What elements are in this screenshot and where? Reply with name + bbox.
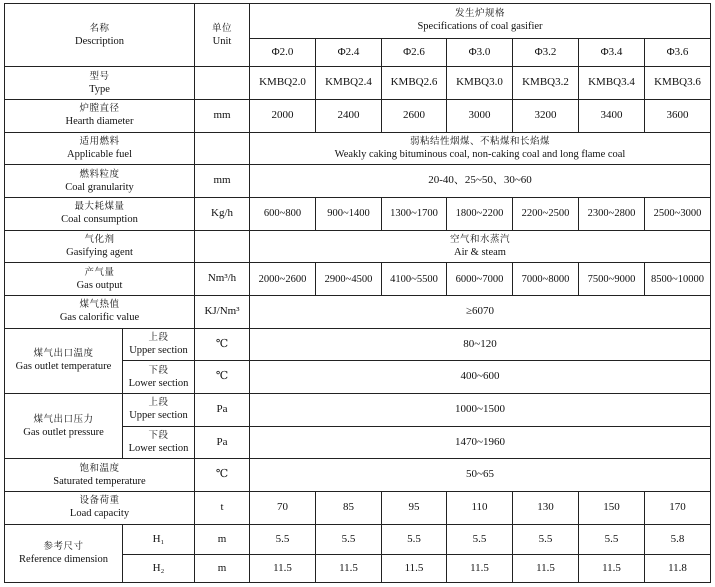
temp-upper-label	[123, 328, 195, 361]
granularity-label-en: Coal granularity	[65, 181, 134, 193]
type-unit	[195, 67, 250, 100]
dimension-h1-value: 5.5	[250, 524, 316, 555]
fuel-label-en: Applicable fuel	[66, 148, 132, 160]
calorific-unit: KJ/Nm³	[195, 296, 250, 329]
output-value: 4100~5500	[382, 263, 447, 296]
dimension-label	[5, 524, 123, 582]
dimension-h1-value: 5.5	[382, 524, 447, 555]
hearth-value: 2400	[316, 99, 382, 132]
diameter-cell: Φ3.4	[579, 38, 645, 67]
load-value: 70	[250, 492, 316, 525]
type-value: KMBQ3.0	[447, 67, 513, 100]
type-label-en: Type	[89, 83, 110, 95]
consumption-unit: Kg/h	[195, 197, 250, 230]
temp-upper-label-en: Upper section	[129, 344, 188, 356]
saturated-label	[5, 459, 195, 492]
unit-header	[195, 4, 250, 67]
description-header-zh: 名称	[89, 22, 110, 34]
hearth-label-zh: 炉膛直径	[79, 103, 120, 115]
output-value: 6000~7000	[447, 263, 513, 296]
dimension-h2-value: 11.5	[316, 555, 382, 583]
fuel-row	[5, 132, 711, 165]
specifications-header-zh: 发生炉规格	[454, 8, 505, 20]
saturated-value: 50~65	[250, 459, 711, 492]
pressure-lower-label-zh: 下段	[148, 430, 169, 442]
pressure-upper-row	[5, 394, 711, 427]
temp-upper-row	[5, 328, 711, 361]
calorific-label	[5, 296, 195, 329]
hearth-value: 2600	[382, 99, 447, 132]
hearth-row	[5, 99, 711, 132]
pressure-label-en: Gas outlet pressure	[23, 426, 104, 438]
fuel-unit	[195, 132, 250, 165]
dimension-h2-value: 11.5	[513, 555, 579, 583]
saturated-label-en: Saturated temperature	[53, 475, 146, 487]
type-value: KMBQ2.4	[316, 67, 382, 100]
output-value: 8500~10000	[645, 263, 711, 296]
hearth-value: 3200	[513, 99, 579, 132]
output-label	[5, 263, 195, 296]
calorific-value: ≥6070	[250, 296, 711, 329]
consumption-row	[5, 197, 711, 230]
pressure-lower-label	[123, 426, 195, 459]
saturated-row	[5, 459, 711, 492]
dimension-label-en: Reference dimension	[19, 553, 108, 565]
pressure-label-zh: 煤气出口压力	[33, 413, 94, 425]
temp-label	[5, 328, 123, 393]
temp-upper-label-zh: 上段	[148, 332, 169, 343]
pressure-upper-label	[123, 394, 195, 427]
pressure-label	[5, 394, 123, 459]
consumption-label	[5, 197, 195, 230]
temp-lower-label	[123, 361, 195, 394]
consumption-value: 600~800	[250, 197, 316, 230]
output-value: 2000~2600	[250, 263, 316, 296]
type-value: KMBQ2.0	[250, 67, 316, 100]
diameter-cell: Φ3.6	[645, 38, 711, 67]
load-value: 95	[382, 492, 447, 525]
dimension-h1-value: 5.5	[513, 524, 579, 555]
type-value: KMBQ3.4	[579, 67, 645, 100]
dimension-h2-label: H₂	[123, 555, 195, 583]
output-value: 2900~4500	[316, 263, 382, 296]
pressure-upper-label-zh: 上段	[148, 397, 169, 409]
dimension-h2-unit: m	[195, 555, 250, 583]
dimension-h2-value: 11.5	[579, 555, 645, 583]
dimension-h1-value: 5.5	[316, 524, 382, 555]
granularity-value: 20-40、25~50、30~60	[250, 165, 711, 198]
pressure-upper-unit: Pa	[195, 394, 250, 427]
calorific-label-en: Gas calorific value	[59, 312, 140, 324]
temp-lower-label-en: Lower section	[128, 377, 189, 389]
temp-label-en: Gas outlet temperature	[15, 361, 112, 373]
header-row	[5, 4, 711, 39]
consumption-value: 2500~3000	[645, 197, 711, 230]
dimension-h1-unit: m	[195, 524, 250, 555]
dimension-h2-value: 11.8	[645, 555, 711, 583]
load-label-en: Load capacity	[69, 508, 130, 520]
temp-upper-unit: ℃	[195, 328, 250, 361]
unit-header-en: Unit	[212, 35, 232, 47]
temp-lower-value: 400~600	[250, 361, 711, 394]
dimension-h1-value: 5.5	[579, 524, 645, 555]
load-label-zh: 设备荷重	[79, 495, 120, 507]
saturated-unit: ℃	[195, 459, 250, 492]
type-value: KMBQ2.6	[382, 67, 447, 100]
dimension-h2-value: 11.5	[250, 555, 316, 583]
load-row	[5, 492, 711, 525]
hearth-value: 2000	[250, 99, 316, 132]
hearth-value: 3000	[447, 99, 513, 132]
type-value: KMBQ3.6	[645, 67, 711, 100]
calorific-row	[5, 296, 711, 329]
load-label	[5, 492, 195, 525]
fuel-label-zh: 适用燃料	[79, 135, 120, 147]
saturated-label-zh: 饱和温度	[79, 462, 120, 474]
consumption-value: 900~1400	[316, 197, 382, 230]
agent-row	[5, 230, 711, 263]
load-value: 150	[579, 492, 645, 525]
dimension-h1-value: 5.8	[645, 524, 711, 555]
temp-label-zh: 煤气出口温度	[33, 348, 94, 360]
hearth-unit: mm	[195, 99, 250, 132]
agent-unit	[195, 230, 250, 263]
hearth-value: 3400	[579, 99, 645, 132]
temp-lower-unit: ℃	[195, 361, 250, 394]
hearth-label	[5, 99, 195, 132]
temp-upper-value: 80~120	[250, 328, 711, 361]
pressure-upper-value: 1000~1500	[250, 394, 711, 427]
consumption-label-en: Coal consumption	[61, 214, 138, 226]
agent-label-en: Gasifying agent	[66, 246, 133, 258]
consumption-value: 2300~2800	[579, 197, 645, 230]
consumption-label-zh: 最大耗煤量	[74, 201, 125, 213]
output-unit: Nm³/h	[195, 263, 250, 296]
granularity-label-zh: 燃料粒度	[79, 168, 120, 180]
pressure-upper-label-en: Upper section	[129, 410, 188, 422]
pressure-lower-label-en: Lower section	[128, 442, 189, 454]
output-row	[5, 263, 711, 296]
load-value: 110	[447, 492, 513, 525]
output-label-en: Gas output	[76, 279, 123, 291]
description-header-en: Description	[75, 35, 124, 47]
dimension-h2-value: 11.5	[447, 555, 513, 583]
consumption-value: 1300~1700	[382, 197, 447, 230]
diameter-cell: Φ2.4	[316, 38, 382, 67]
diameter-cell: Φ2.0	[250, 38, 316, 67]
unit-header-zh: 单位	[211, 22, 232, 34]
consumption-value: 2200~2500	[513, 197, 579, 230]
load-value: 170	[645, 492, 711, 525]
output-label-zh: 产气量	[84, 266, 115, 278]
diameter-cell: Φ2.6	[382, 38, 447, 67]
diameter-cell: Φ3.2	[513, 38, 579, 67]
temp-lower-label-zh: 下段	[148, 364, 169, 376]
diameter-cell: Φ3.0	[447, 38, 513, 67]
consumption-value: 1800~2200	[447, 197, 513, 230]
load-unit: t	[195, 492, 250, 525]
agent-label-zh: 气化剂	[84, 233, 115, 245]
granularity-row	[5, 165, 711, 198]
pressure-lower-unit: Pa	[195, 426, 250, 459]
fuel-label	[5, 132, 195, 165]
type-label	[5, 67, 195, 100]
load-value: 85	[316, 492, 382, 525]
load-value: 130	[513, 492, 579, 525]
specifications-header-en: Specifications of coal gasifier	[417, 21, 543, 33]
description-header	[5, 4, 195, 67]
fuel-value-en: Weakly caking bituminous coal, non-caking coal and long flame coal	[334, 148, 626, 160]
dimension-label-zh: 参考尺寸	[43, 540, 84, 552]
specifications-header	[250, 4, 711, 39]
output-value: 7500~9000	[579, 263, 645, 296]
fuel-value-zh: 弱粘结性烟煤、不粘煤和长焰煤	[409, 135, 550, 147]
type-label-zh: 型号	[89, 70, 110, 82]
agent-value-zh: 空气和水蒸汽	[449, 233, 510, 245]
granularity-unit: mm	[195, 165, 250, 198]
dimension-h1-row	[5, 524, 711, 555]
agent-label	[5, 230, 195, 263]
agent-value	[250, 230, 711, 263]
specifications-table	[4, 3, 711, 583]
dimension-h1-label: H₁	[123, 524, 195, 555]
fuel-value	[250, 132, 711, 165]
agent-value-en: Air & steam	[454, 246, 506, 258]
pressure-lower-value: 1470~1960	[250, 426, 711, 459]
calorific-label-zh: 煤气热值	[79, 299, 120, 311]
hearth-label-en: Hearth diameter	[65, 116, 134, 128]
dimension-h2-value: 11.5	[382, 555, 447, 583]
output-value: 7000~8000	[513, 263, 579, 296]
granularity-label	[5, 165, 195, 198]
type-row	[5, 67, 711, 100]
type-value: KMBQ3.2	[513, 67, 579, 100]
hearth-value: 3600	[645, 99, 711, 132]
dimension-h1-value: 5.5	[447, 524, 513, 555]
